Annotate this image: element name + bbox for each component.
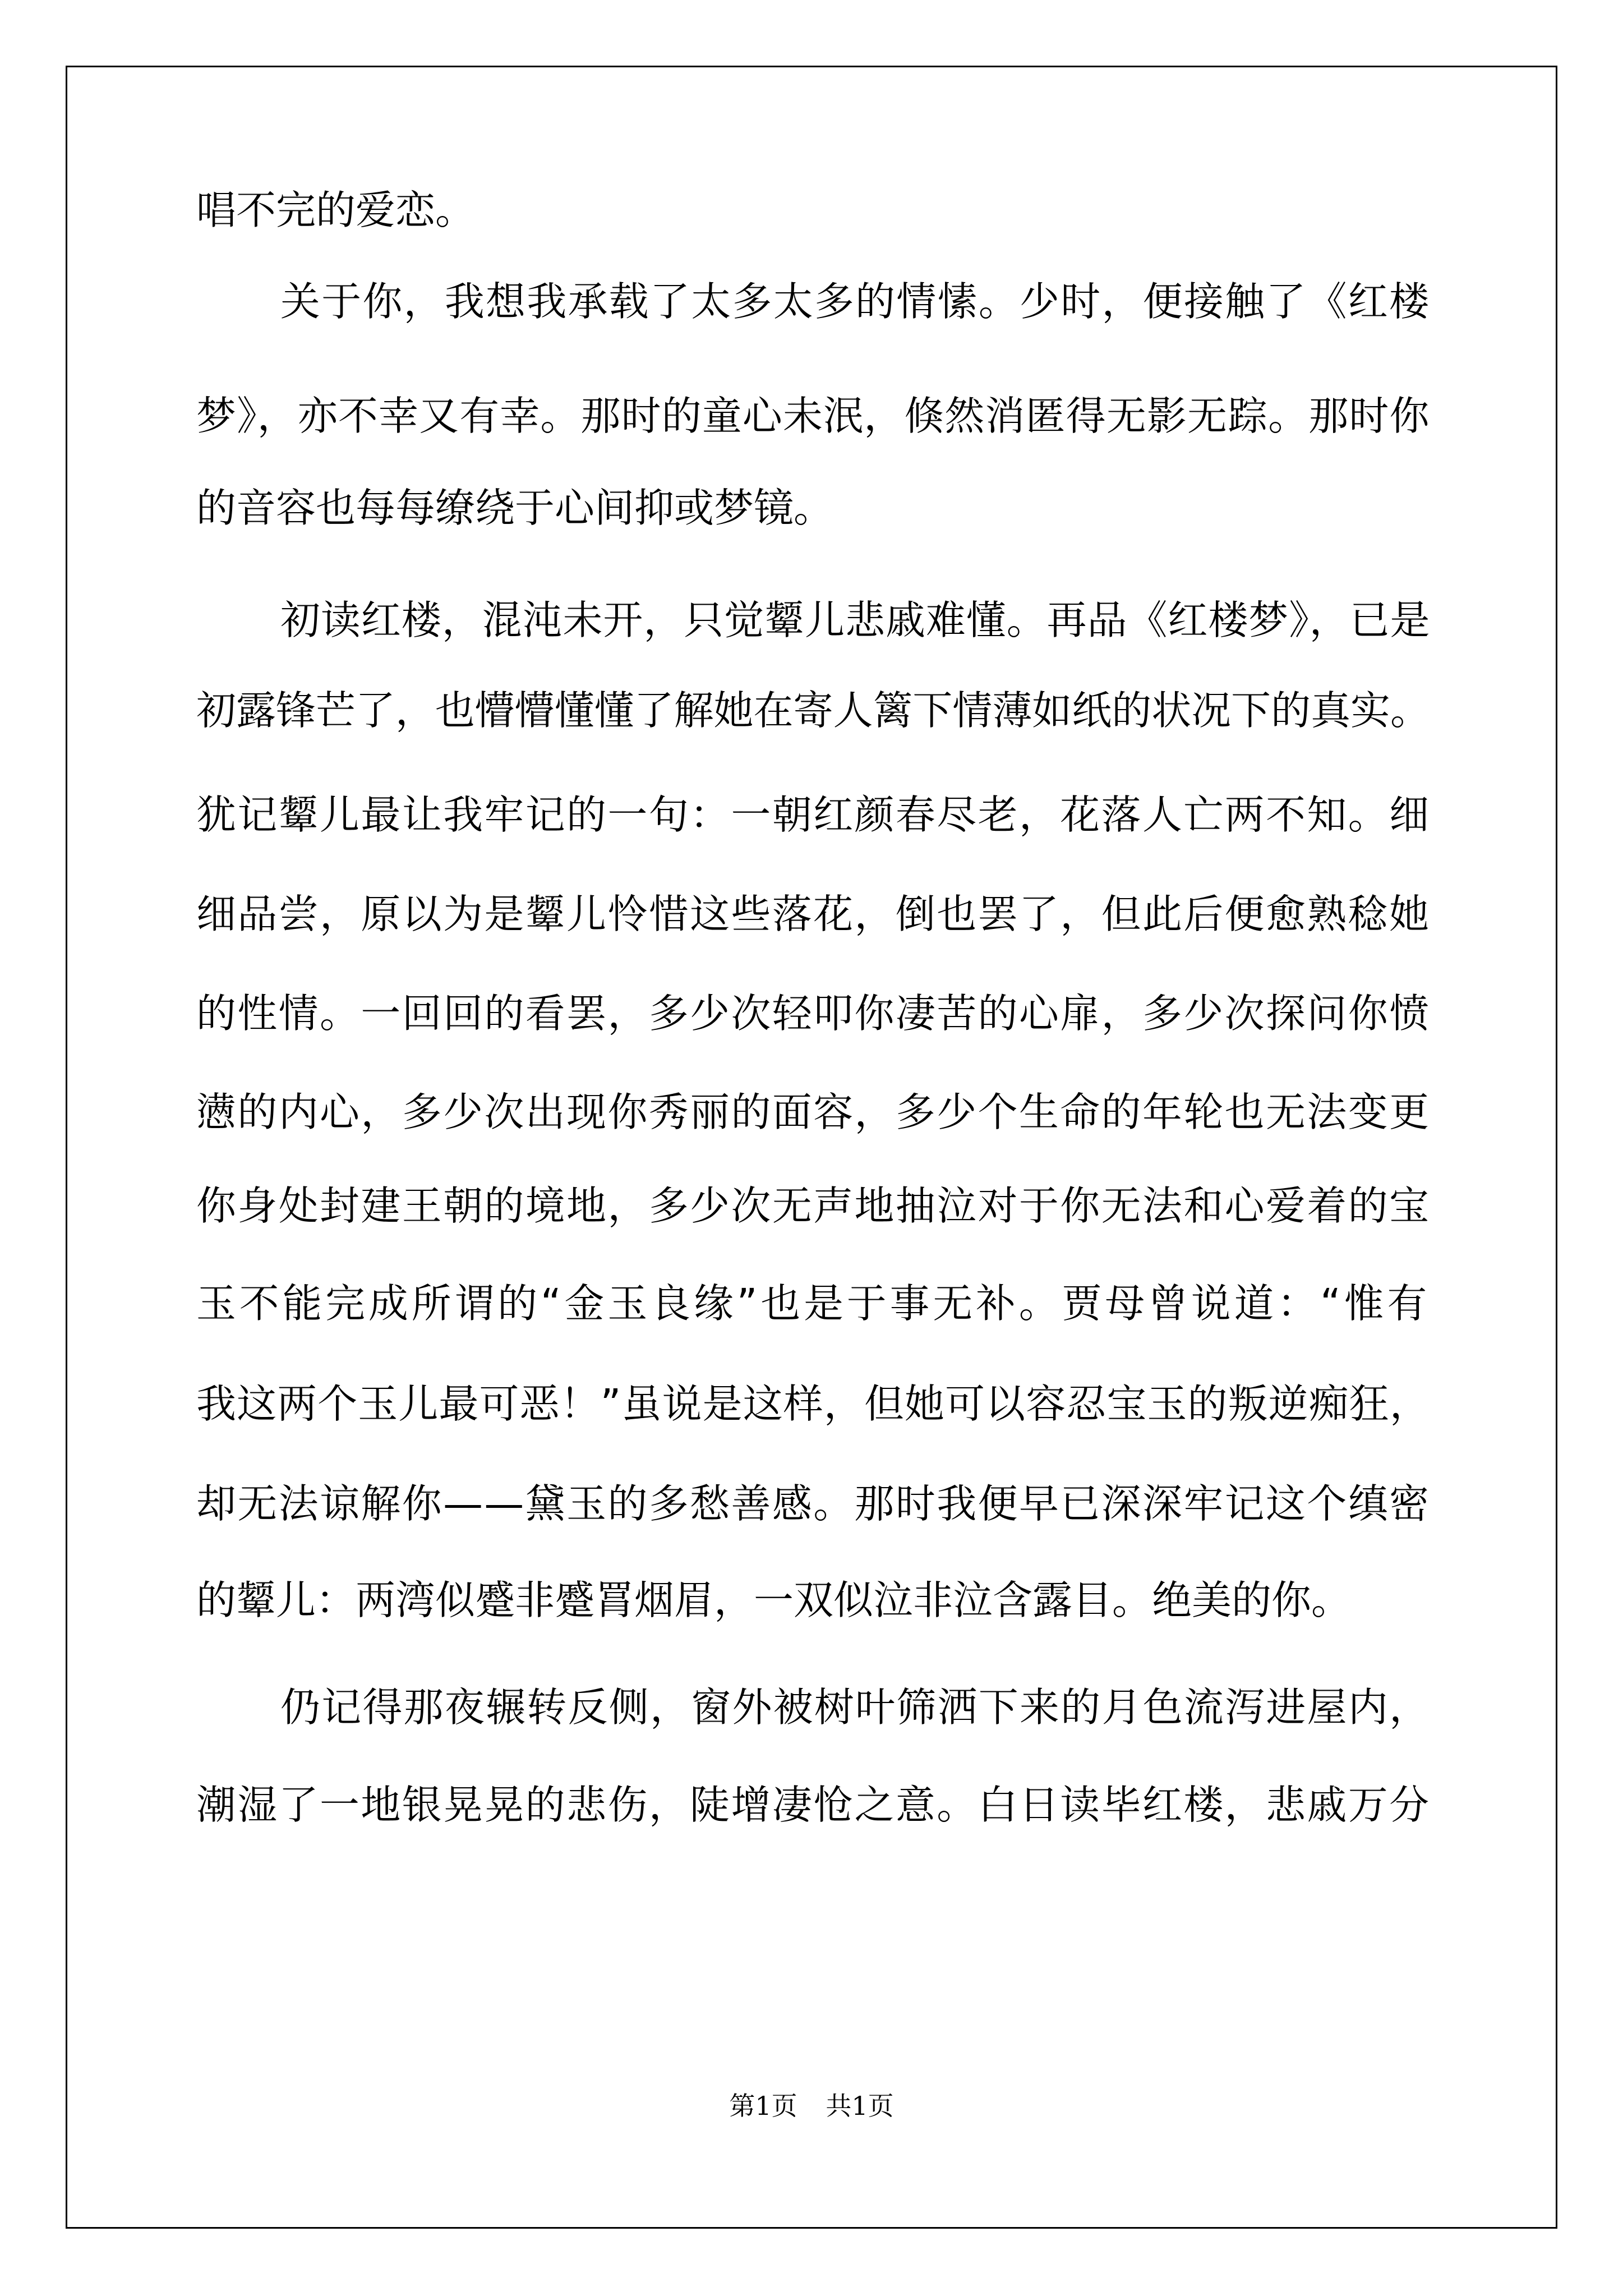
text-line: 关于你，我想我承载了太多太多的情愫。少时，便接触了《红楼 [280, 278, 1431, 325]
text-line: 的音容也每每缭绕于心间抑或梦镜。 [196, 485, 834, 531]
text-line: 仍记得那夜辗转反侧，窗外被树叶筛洒下来的月色流泻进屋内， [280, 1684, 1431, 1731]
text-line: 唱不完的爱恋。 [196, 187, 476, 233]
page-number-total: 共1页 [826, 2091, 894, 2121]
text-line: 初读红楼，混沌未开，只觉颦儿悲戚难懂。再品《红楼梦》，已是 [280, 597, 1431, 643]
text-line: 懑的内心，多少次出现你秀丽的面容，多少个生命的年轮也无法变更 [196, 1089, 1431, 1135]
text-line: 我这两个玉儿最可恶！”虽说是这样，但她可以容忍宝玉的叛逆痴狂， [196, 1381, 1430, 1427]
text-line: 的颦儿：两湾似蹙非蹙罥烟眉，一双似泣非泣含露目。绝美的你。 [196, 1577, 1352, 1623]
text-line: 初露锋芒了，也懵懵懂懂了解她在寄人篱下情薄如纸的状况下的真实。 [196, 687, 1430, 734]
text-line: 潮湿了一地银晃晃的悲伤，陡增凄怆之意。白日读毕红楼，悲戚万分 [196, 1782, 1431, 1828]
text-line: 玉不能完成所谓的“金玉良缘”也是于事无补。贾母曾说道：“惟有 [196, 1280, 1431, 1327]
text-line: 的性情。一回回的看罢，多少次轻叩你凄苦的心扉，多少次探问你愤 [196, 990, 1431, 1037]
page-number-current: 第1页 [729, 2091, 797, 2121]
text-line: 梦》，亦不幸又有幸。那时的童心未泯，倏然消匿得无影无踪。那时你 [196, 393, 1430, 439]
page-footer [0, 2089, 1623, 2123]
text-line: 却无法谅解你——黛玉的多愁善感。那时我便早已深深牢记这个缜密 [196, 1480, 1431, 1527]
text-line: 你身处封建王朝的境地，多少次无声地抽泣对于你无法和心爱着的宝 [196, 1182, 1431, 1229]
text-line: 犹记颦儿最让我牢记的一句：一朝红颜春尽老，花落人亡两不知。细 [196, 792, 1431, 838]
text-line: 细品尝，原以为是颦儿怜惜这些落花，倒也罢了，但此后便愈熟稔她 [196, 891, 1431, 937]
